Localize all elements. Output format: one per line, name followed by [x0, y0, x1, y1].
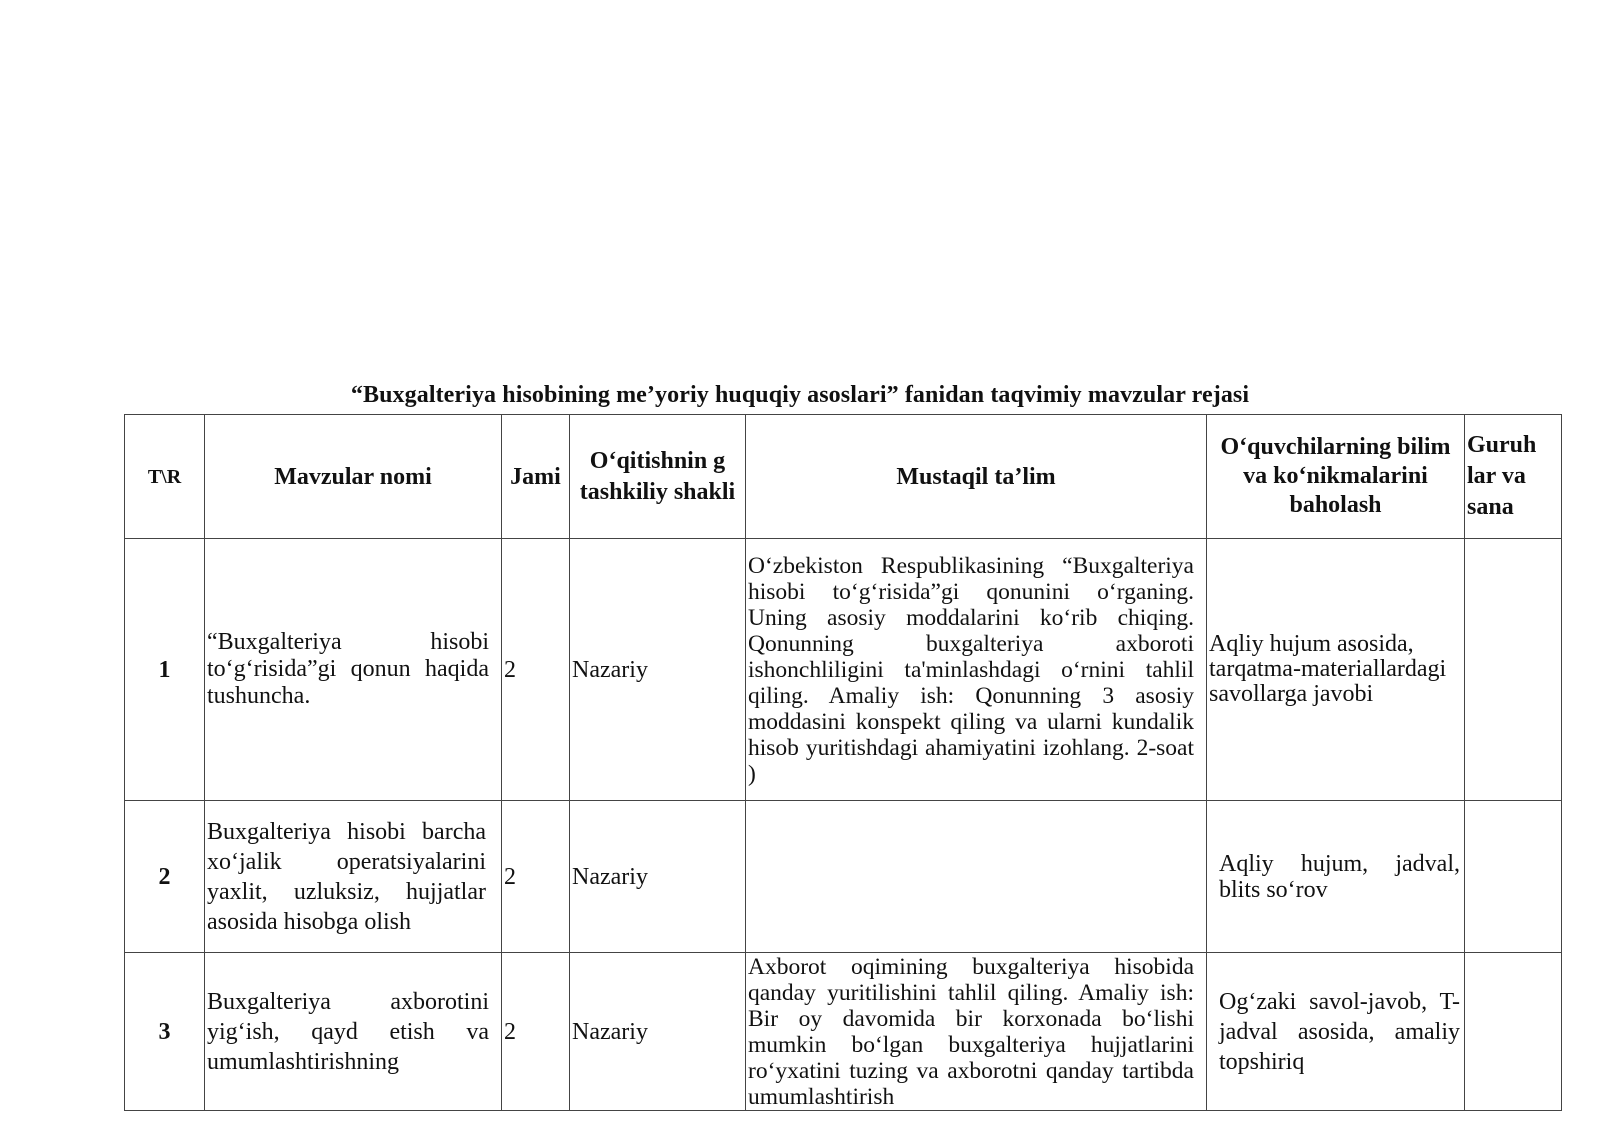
row-number: 2 [125, 801, 205, 953]
header-form: O‘qitishnin g tashkiliy shakli [570, 415, 746, 539]
independent-study-text: Axborot oqimining buxgalteriya hisobida qanday yuritilishini tahlil qiling. Amaliy ish: Bir oy davomida bir korxonada bo‘lishi mumkin bo‘lgan buxgalteriya hujjatlarini ro‘yxatini tuzing va axborotni qanday tartibda umumlashtirish [748, 953, 1194, 1110]
row-total: 2 [502, 953, 570, 1111]
row-independent-study [746, 953, 1207, 1111]
page-title: “Buxgalteriya hisobining me’yoriy huquqiy asoslari” fanidan taqvimiy mavzular rejasi [350, 382, 1250, 408]
row-groups-date [1465, 953, 1562, 1111]
header-groups-date: Guruh lar va sana [1465, 415, 1562, 539]
row-groups-date [1465, 539, 1562, 801]
row-form: Nazariy [570, 953, 746, 1111]
row-total: 2 [502, 801, 570, 953]
row-form: Nazariy [570, 539, 746, 801]
row-form: Nazariy [570, 801, 746, 953]
row-number: 1 [125, 539, 205, 801]
row-groups-date [1465, 801, 1562, 953]
row-total: 2 [502, 539, 570, 801]
row-topic: Buxgalteriya hisobi barcha xo‘jalik operatsiyalarini yaxlit, uzluksiz, hujjatlar asosida hisobga olish [205, 801, 502, 953]
row-topic: Buxgalteriya axborotini yig‘ish, qayd etish va umumlashtirishning [205, 953, 502, 1111]
row-topic: “Buxgalteriya hisobi to‘g‘risida”gi qonun haqida tushuncha. [205, 539, 502, 801]
header-row [125, 415, 1562, 539]
header-assessment: O‘quvchilarning bilim va ko‘nikmalarini baholash [1207, 415, 1465, 539]
row-assessment: Og‘zaki savol-javob, T- jadval asosida, amaliy topshiriq [1207, 953, 1465, 1111]
row-independent-study: O‘zbekiston Respublikasining “Buxgalteriya hisobi to‘g‘risida”gi qonunini o‘rganing. Uning asosiy moddalarini ko‘rib chiqing. Qonunning buxgalteriya axboroti ishonchliligini ta'minlashdagi o‘rnini tahlil qiling. Amaliy ish: Qonunning 3 asosiy moddasini konspekt qiling va ularni kundalik hisob yuritishdagi ahamiyatini izohlang. 2-soat ) [746, 539, 1207, 801]
row-assessment: Aqliy hujum, jadval, blits so‘rov [1207, 801, 1465, 953]
row-assessment: Aqliy hujum asosida, tarqatma-materiallardagi savollarga javobi [1207, 539, 1465, 801]
header-independent-study: Mustaqil ta’lim [746, 415, 1207, 539]
header-total: Jami [502, 415, 570, 539]
header-topic: Mavzular nomi [205, 415, 502, 539]
header-number: T\R [125, 415, 205, 539]
row-number: 3 [125, 953, 205, 1111]
table-row [125, 801, 1562, 953]
table-row [125, 953, 1562, 1111]
topic-plan-table [124, 414, 1562, 1111]
row-independent-study [746, 801, 1207, 953]
table-row [125, 539, 1562, 801]
